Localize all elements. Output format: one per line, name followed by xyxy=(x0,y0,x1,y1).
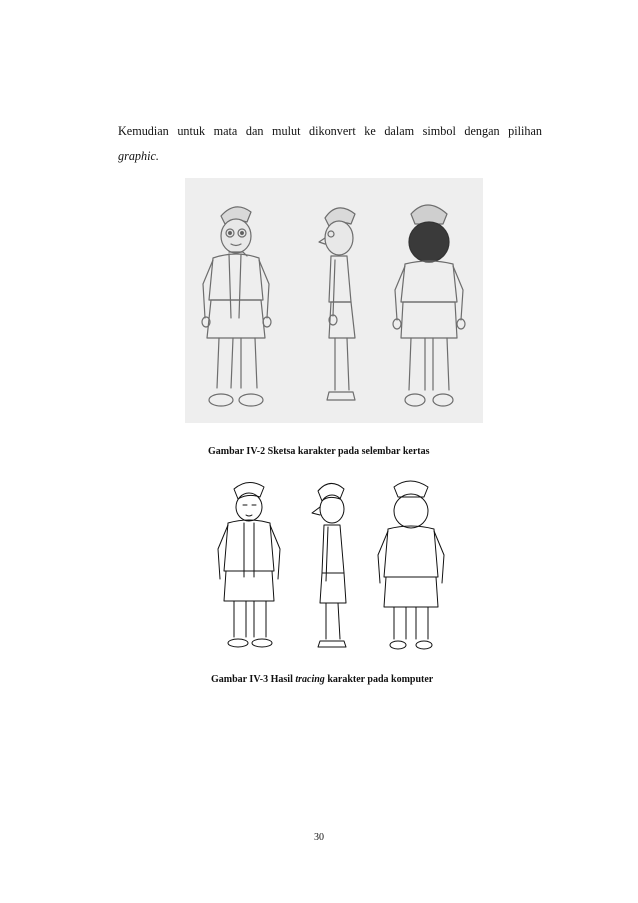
sketch-front-character xyxy=(202,207,271,406)
page-number: 30 xyxy=(314,832,324,843)
figure-caption-1: Gambar IV-2 Sketsa karakter pada selembar kertas xyxy=(208,446,430,457)
caption-2-prefix: Gambar IV-3 Hasil xyxy=(211,674,296,685)
tracing-side-character xyxy=(312,483,346,647)
sketch-figure xyxy=(185,178,483,423)
paragraph-line-1: Kemudian untuk mata dan mulut dikonvert ke dalam simbol dengan pilihan xyxy=(118,124,542,138)
tracing-back-character xyxy=(378,481,444,649)
caption-2-suffix: karakter pada komputer xyxy=(324,674,434,685)
body-paragraph xyxy=(118,119,542,169)
tracing-front-character xyxy=(218,482,280,647)
paragraph-line-2: graphic. xyxy=(118,149,159,163)
tracing-figure xyxy=(208,477,462,655)
sketch-side-character xyxy=(319,208,355,400)
figure-caption-2 xyxy=(211,674,433,685)
sketch-back-character xyxy=(393,205,465,406)
caption-2-italic: tracing xyxy=(295,674,325,685)
